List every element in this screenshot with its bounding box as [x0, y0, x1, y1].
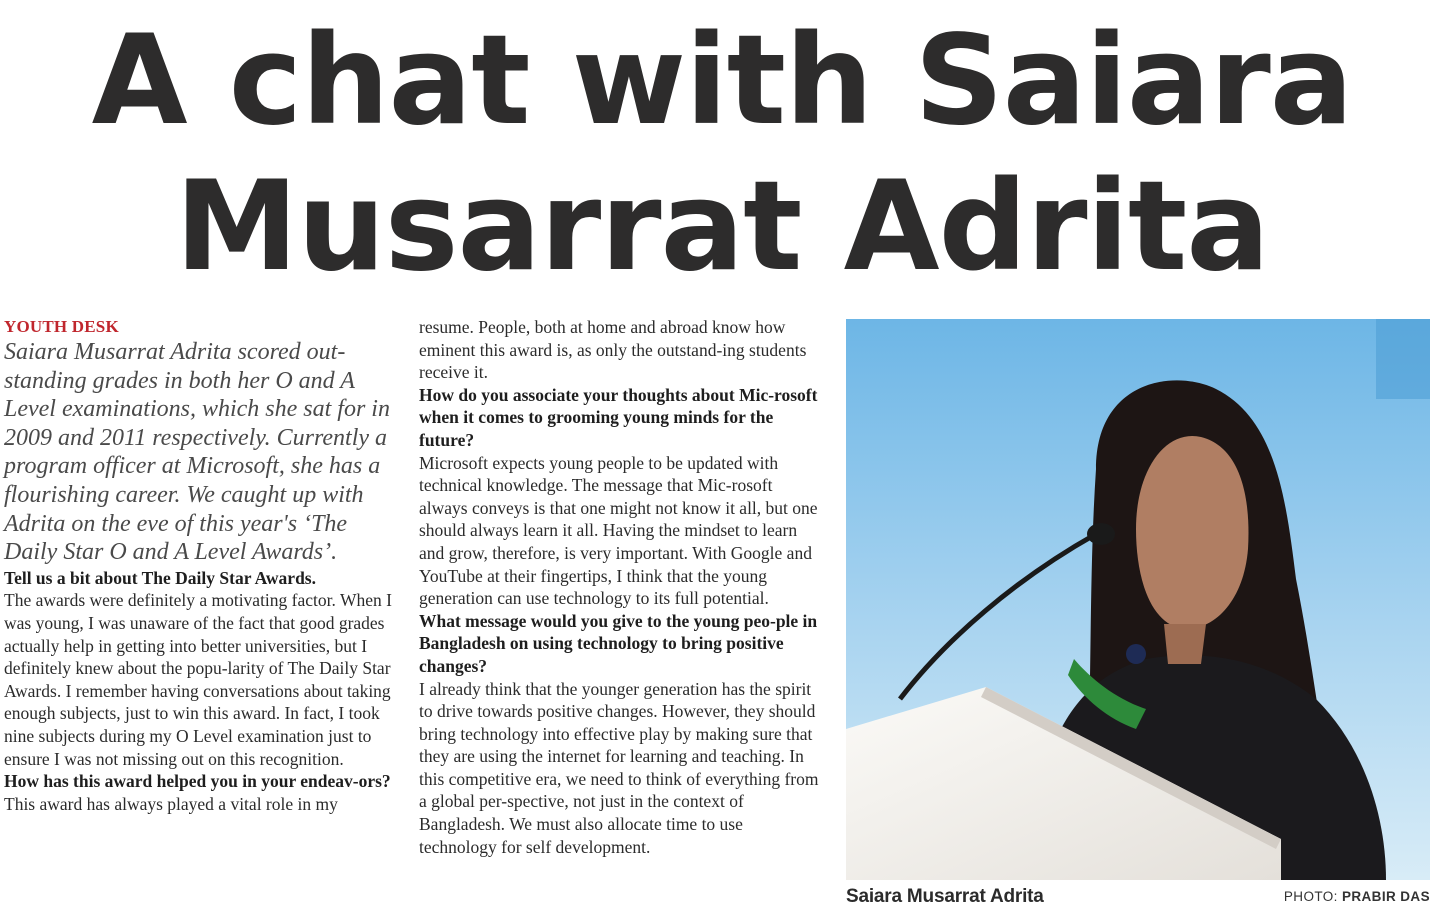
article-column-1: [4, 316, 404, 815]
answer-4: I already think that the younger generation has the spirit to drive towards positive changes. However, they should bring technology into effective play by making sure that they are using the internet for learning and teaching. In this competitive era, we need to think of everything from a global per-spective, not just in the context of Bangladesh. We must also allocate time to use technology for self development.: [419, 678, 819, 857]
photo-credit-name: PRABIR DAS: [1341, 889, 1430, 904]
answer-3: Microsoft expects young people to be updated with technical knowledge. The message that Mic-rosoft always conveys is that one might not know it all, but one should always learn it all. Having the mindset to learn and grow, therefore, is very important. With Google and YouTube at their fingertips, I think that the young generation can use technology to its full potential.: [419, 452, 818, 609]
question-2: How has this award helped you in your endeav-ors?: [4, 771, 391, 792]
photo-credit: [1284, 889, 1430, 904]
headline: [0, 8, 1444, 300]
question-4: What message would you give to the young peo-ple in Bangladesh on using technology to bring positive changes?: [419, 610, 818, 676]
microphone-icon: [1087, 523, 1115, 545]
stage-light-panel: [1376, 319, 1430, 399]
byline: YOUTH DESK: [4, 317, 119, 336]
intro-paragraph: Saiara Musarrat Adrita scored out-standing grades in both her O and A Level examinations, which she sat for in 2009 and 2011 respectively. Currently a program officer at Microsoft, she has a flourishing career. We caught up with Adrita on the eve of this year's ‘The Daily Star O and A Level Awards’.: [4, 339, 390, 566]
article-column-2: [419, 316, 819, 858]
photo-credit-label: PHOTO:: [1283, 889, 1338, 904]
question-3: How do you associate your thoughts about Mic-rosoft when it comes to grooming young minds for the future?: [419, 384, 818, 450]
photo-caption: Saiara Musarrat Adrita: [846, 886, 1044, 907]
answer-2-part-2: resume. People, both at home and abroad know how eminent this award is, as only the outstand-ing students receive it.: [419, 317, 807, 383]
neck: [1164, 624, 1206, 664]
portrait-photo: [846, 319, 1430, 880]
headline-line-2: Musarrat Adrita: [175, 155, 1269, 299]
question-1: Tell us a bit about The Daily Star Awards.: [4, 567, 316, 588]
answer-1: The awards were definitely a motivating factor. When I was young, I was unaware of the fact that good grades actually help in getting into better universities, but I definitely knew about the popu-larity of The Daily Star Awards. I remember having conversations about taking enough subjects, just to win this award. In fact, I took nine subjects during my O Level examination just to ensure I was not missing out on this recognition.: [4, 590, 392, 769]
portrait-illustration: [846, 319, 1430, 880]
necklace-pendant: [1126, 644, 1146, 664]
face: [1136, 436, 1248, 629]
answer-2-part-1: This award has always played a vital role in my: [4, 793, 338, 814]
headline-line-1: A chat with Saiara: [91, 9, 1353, 153]
